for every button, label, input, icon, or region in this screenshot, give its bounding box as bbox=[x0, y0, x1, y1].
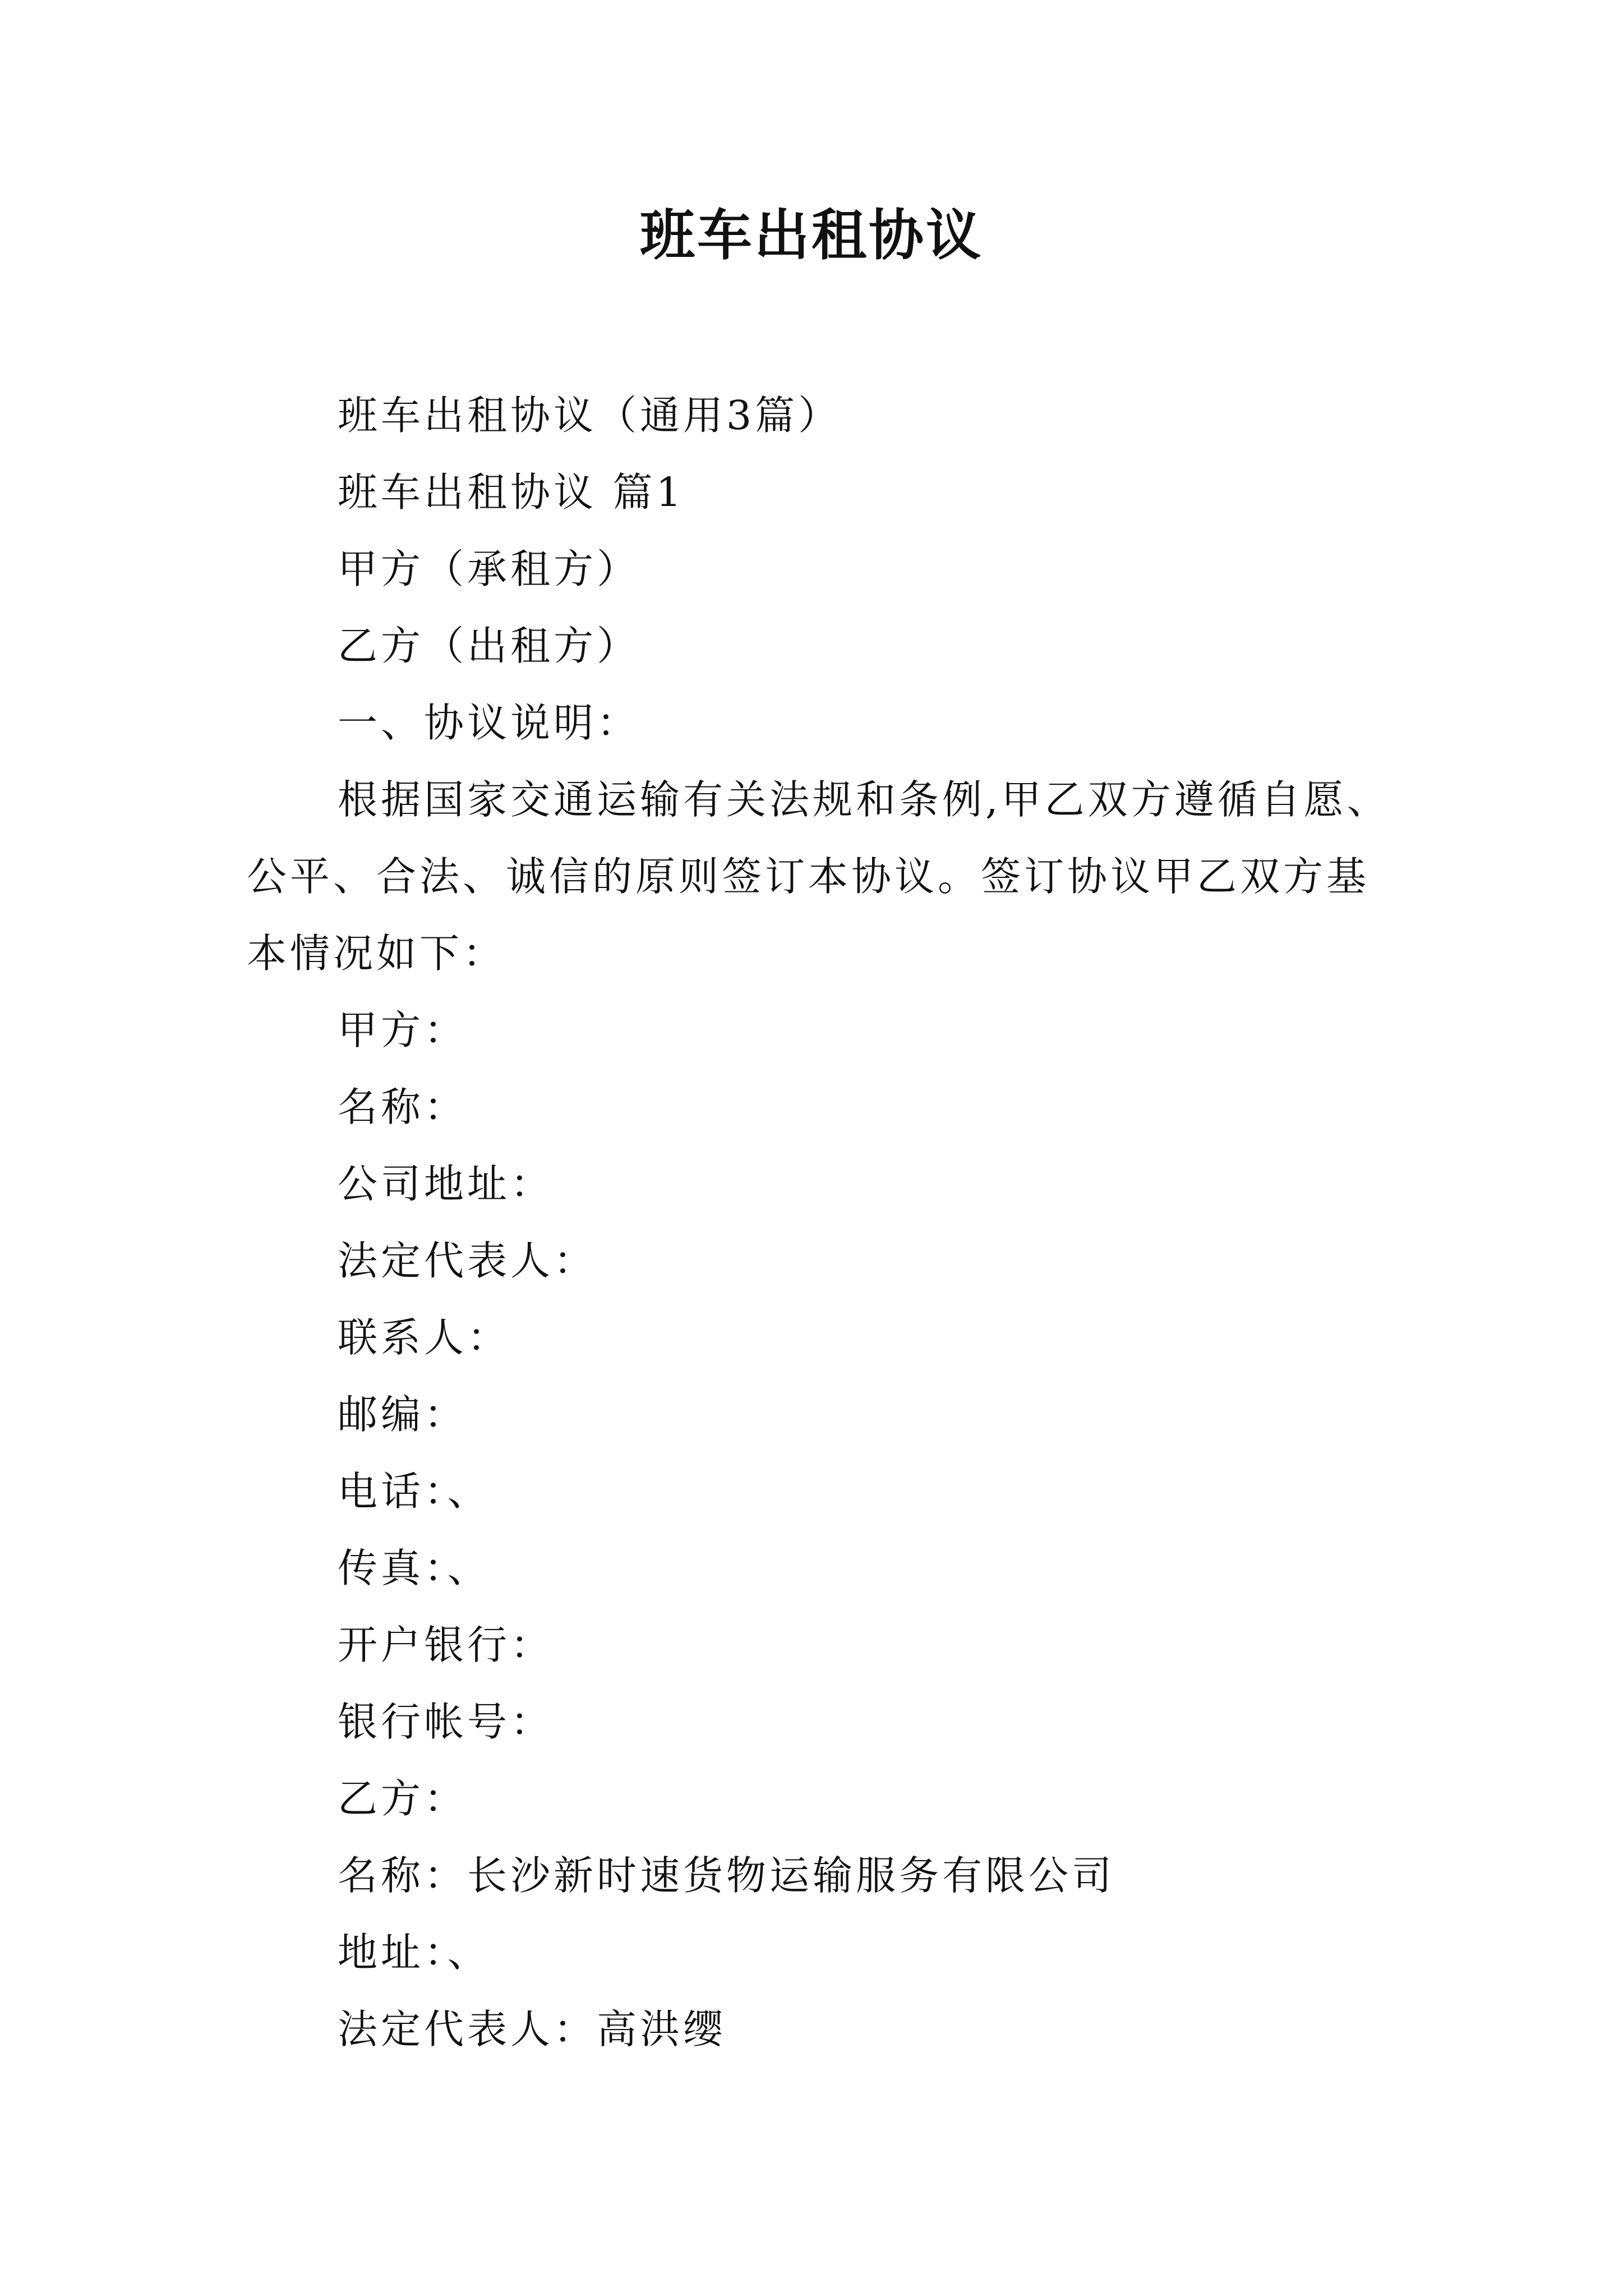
text-line: 一、协议说明： bbox=[338, 700, 640, 746]
text-line: 地址：、 bbox=[338, 1929, 491, 1976]
text-line: 乙方： bbox=[338, 1775, 468, 1822]
document-title: 班车出租协议 bbox=[639, 203, 983, 268]
text-line: 邮编： bbox=[338, 1391, 468, 1438]
text-line: 名称：长沙新时速货物运输服务有限公司 bbox=[338, 1852, 1115, 1899]
document-body bbox=[247, 377, 1396, 2068]
text-line: 乙方（出租方） bbox=[338, 623, 640, 669]
text-line: 电话：、 bbox=[338, 1468, 491, 1515]
text-line: 公司地址： bbox=[338, 1161, 554, 1207]
text-line: 传真：、 bbox=[338, 1545, 491, 1591]
text-line: 甲方（承租方） bbox=[338, 546, 640, 592]
text-line: 银行帐号： bbox=[338, 1699, 554, 1745]
text-line: 班车出租协议（通用3篇） bbox=[338, 392, 842, 439]
text-line: 法定代表人： bbox=[338, 1237, 597, 1284]
text-line: 名称： bbox=[338, 1084, 468, 1130]
text-line: 开户银行： bbox=[338, 1622, 554, 1668]
text-line: 甲方： bbox=[338, 1007, 468, 1053]
text-line: 班车出租协议 篇1 bbox=[338, 469, 685, 516]
text-line: 联系人： bbox=[338, 1314, 511, 1361]
text-line: 法定代表人：高洪缨 bbox=[338, 2006, 727, 2053]
paragraph: 根据国家交通运输有关法规和条例,甲乙双方遵循自愿、公平、合法、诚信的原则签订本协议。签订协议甲乙双方基本情况如下： bbox=[247, 776, 1390, 977]
